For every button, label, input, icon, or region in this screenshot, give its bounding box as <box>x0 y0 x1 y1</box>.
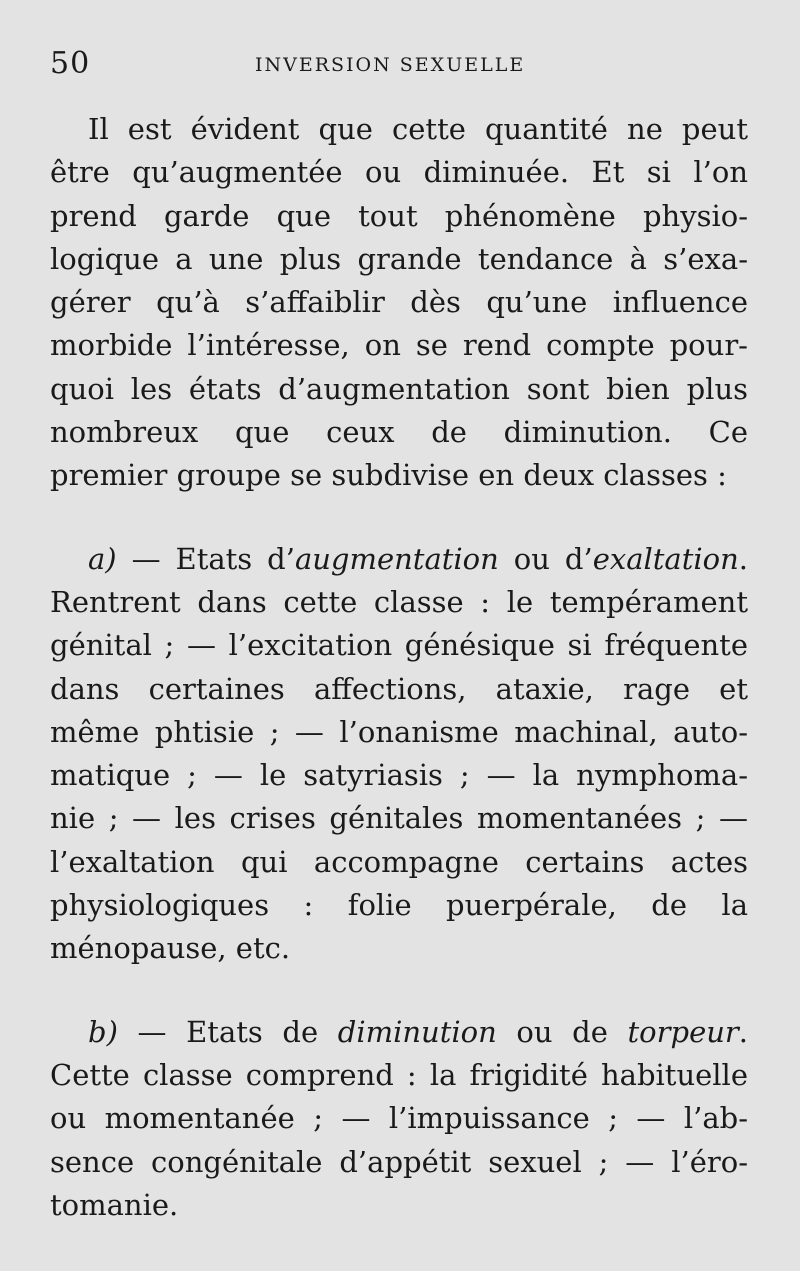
text-line: l’exaltation qui accompagne certains actes <box>50 844 748 879</box>
heading-text: ou d’ <box>498 541 593 576</box>
heading-text: ou de <box>496 1014 628 1049</box>
heading-text: — Etats de <box>117 1014 338 1049</box>
list-marker: a) <box>88 541 117 576</box>
paragraph-diminution <box>50 1011 748 1227</box>
text-line: Rentrent dans cette classe : le tempérament <box>50 584 748 619</box>
page-number: 50 <box>50 46 91 81</box>
running-title: INVERSION SEXUELLE <box>255 54 526 76</box>
text-line: Cette classe comprend : la frigidité habituelle <box>50 1057 748 1092</box>
text-line: gérer qu’à s’affaiblir dès qu’une influence <box>50 285 748 320</box>
text-line: sence congénitale d’appétit sexuel ; — l’éro- <box>50 1144 748 1179</box>
heading-text: — Etats d’ <box>116 541 295 576</box>
paragraph-augmentation <box>50 538 748 971</box>
text-line: logique a une plus grande tendance à s’exa- <box>50 241 748 276</box>
text-line: nombreux que ceux de diminution. Ce <box>50 415 748 450</box>
text-line: ou momentanée ; — l’impuissance ; — l’ab- <box>50 1101 748 1136</box>
section-heading-a <box>50 538 748 581</box>
paragraph-intro <box>50 108 748 498</box>
body-text <box>50 108 748 1227</box>
italic-term: diminution <box>337 1014 497 1049</box>
paragraph-gap <box>50 971 748 1011</box>
text-line: même phtisie ; — l’onanisme machinal, auto- <box>50 714 748 749</box>
paragraph-gap <box>50 498 748 538</box>
text-line: premier groupe se subdivise en deux classes : <box>50 458 727 493</box>
running-head <box>50 46 748 82</box>
text-line: tomanie. <box>50 1187 179 1222</box>
text-line: être qu’augmentée ou diminuée. Et si l’on <box>50 155 748 190</box>
section-heading-b <box>50 1011 748 1054</box>
text-line: matique ; — le satyriasis ; — la nymphoma- <box>50 758 748 793</box>
text-line: ménopause, etc. <box>50 931 291 966</box>
text-line: quoi les états d’augmentation sont bien plus <box>50 371 748 406</box>
heading-text: . <box>738 541 748 576</box>
text-line: Il est évident que cette quantité ne peut <box>88 112 748 146</box>
heading-text: . <box>738 1014 748 1049</box>
italic-term: exaltation <box>592 541 739 576</box>
list-marker: b) <box>88 1014 118 1049</box>
italic-term: torpeur <box>627 1014 739 1049</box>
text-line: morbide l’intéresse, on se rend compte pour- <box>50 328 748 363</box>
text-line: génital ; — l’excitation génésique si fréquente <box>50 628 748 663</box>
text-line: prend garde que tout phénomène physio- <box>50 198 748 233</box>
text-line: nie ; — les crises génitales momentanées ; — <box>50 801 748 836</box>
italic-term: augmentation <box>294 541 499 576</box>
text-line: physiologiques : folie puerpérale, de la <box>50 888 748 923</box>
text-line: dans certaines affections, ataxie, rage et <box>50 671 748 706</box>
